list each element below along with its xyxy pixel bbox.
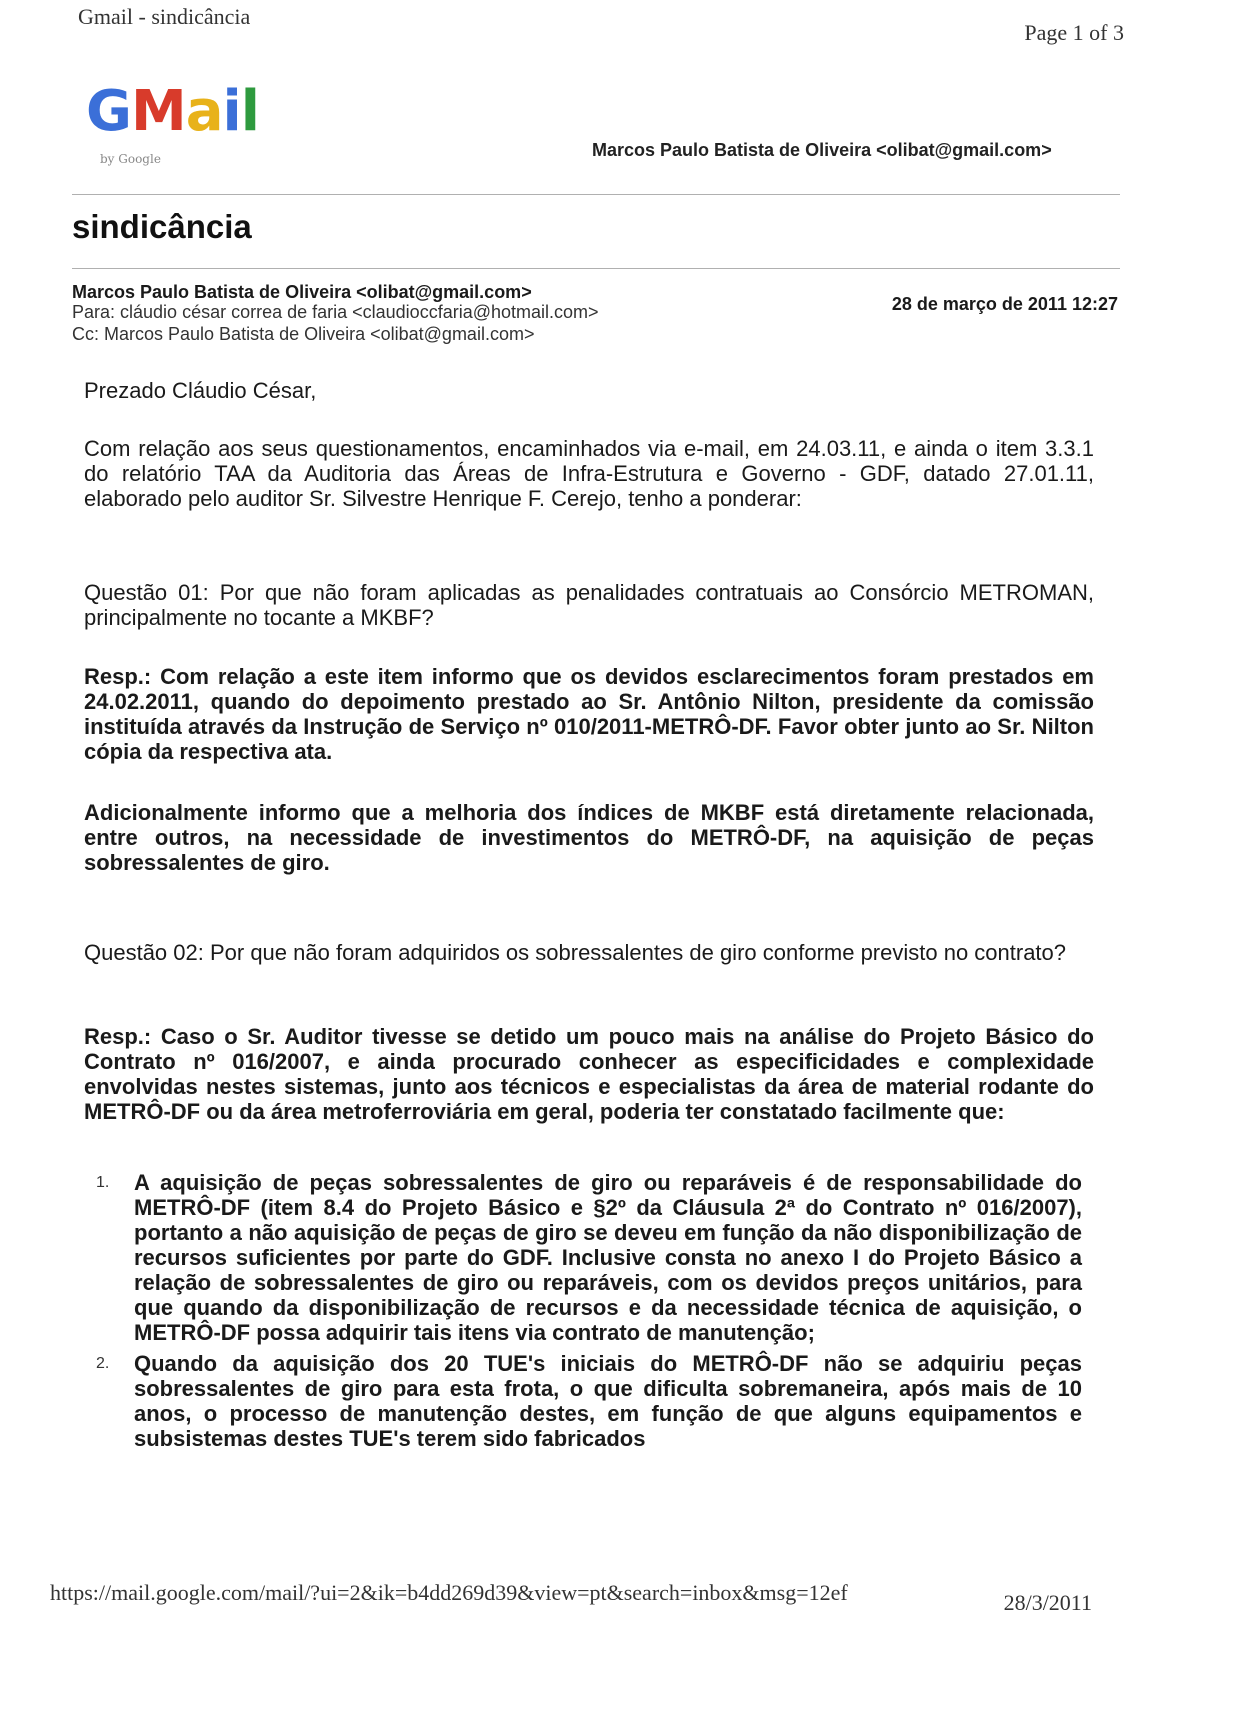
- logo-letter-a: a: [185, 79, 223, 144]
- logo-letter-m: M: [130, 79, 186, 144]
- response-1-addendum: Adicionalmente informo que a melhoria dos índices de MKBF está diretamente relacionada, entre outros, na necessidade de investimentos do METRÔ-DF, na aquisição de peças sobressalentes de giro.: [84, 800, 1094, 875]
- response-2-list: [96, 1170, 1082, 1457]
- gmail-logo-wordmark: [86, 79, 286, 144]
- email-date: 28 de março de 2011 12:27: [891, 294, 1118, 314]
- logo-letter-l: l: [240, 79, 259, 144]
- list-item-number: 1.: [96, 1174, 110, 1191]
- email-to: Para: cláudio césar correa de faria <claudioccfaria@hotmail.com>: [72, 302, 599, 322]
- response-2: Resp.: Caso o Sr. Auditor tivesse se detido um pouco mais na análise do Projeto Básico do Contrato nº 016/2007, e ainda procurado conhecer as especificidades e complexidade envolvidas nestes sistemas, junto aos técnicos e especialistas da área de material rodante do METRÔ-DF ou da área metroferroviária em geral, poderia ter constatado facilmente que:: [84, 1024, 1094, 1124]
- list-item: [96, 1351, 1082, 1451]
- intro-paragraph: Com relação aos seus questionamentos, encaminhados via e-mail, em 24.03.11, e ainda o item 3.3.1 do relatório TAA da Auditoria das Áreas de Infra-Estrutura e Governo - GDF, datado 27.01.11, elaborado pelo auditor Sr. Silvestre Henrique F. Cerejo, tenho a ponderar:: [84, 436, 1094, 511]
- logo-by-google: by Google: [100, 152, 161, 166]
- account-name: Marcos Paulo Batista de Oliveira <olibat@gmail.com>: [592, 140, 1052, 160]
- question-1: Questão 01: Por que não foram aplicadas as penalidades contratuais ao Consórcio METROMAN, principalmente no tocante a MKBF?: [84, 580, 1094, 630]
- list-item: [96, 1170, 1082, 1345]
- list-item-text: A aquisição de peças sobressalentes de giro ou reparáveis é de responsabilidade do METRÔ-DF (item 8.4 do Projeto Básico e §2º da Cláusula 2ª do Contrato nº 016/2007), portanto a não aquisição de peças de giro se deveu em função da não disponibilização de recursos suficientes por parte do GDF. Inclusive consta no anexo I do Projeto Básico a relação de sobressalentes de giro ou reparáveis, com os devidos preços unitários, para que quando da disponibilização de recursos e da necessidade técnica de aquisição, o METRÔ-DF possa adquirir tais itens via contrato de manutenção;: [134, 1170, 1082, 1345]
- logo-letter-i: i: [222, 79, 241, 144]
- print-header-title: Gmail - sindicância: [78, 4, 251, 29]
- email-subject: sindicância: [72, 208, 252, 245]
- email-from: Marcos Paulo Batista de Oliveira <olibat@gmail.com>: [72, 282, 532, 302]
- response-1: Resp.: Com relação a este item informo que os devidos esclarecimentos foram prestados em 24.02.2011, quando do depoimento prestado ao Sr. Antônio Nilton, presidente da comissão instituída através da Instrução de Serviço nº 010/2011-METRÔ-DF. Favor obter junto ao Sr. Nilton cópia da respectiva ata.: [84, 664, 1094, 764]
- page-number: Page 1 of 3: [1024, 20, 1124, 45]
- divider: [72, 194, 1120, 195]
- email-cc: Cc: Marcos Paulo Batista de Oliveira <olibat@gmail.com>: [72, 324, 535, 344]
- list-item-text: Quando da aquisição dos 20 TUE's iniciais do METRÔ-DF não se adquiriu peças sobressalentes de giro para esta frota, o que dificulta sobremaneira, após mais de 10 anos, o processo de manutenção destes, em função de que alguns equipamentos e subsistemas destes TUE's terem sido fabricados: [134, 1351, 1082, 1451]
- list-item-number: 2.: [96, 1355, 110, 1372]
- question-2: Questão 02: Por que não foram adquiridos os sobressalentes de giro conforme previsto no contrato?: [84, 940, 1067, 965]
- logo-letter-g: G: [86, 79, 131, 144]
- greeting: Prezado Cláudio César,: [84, 378, 317, 403]
- divider: [72, 268, 1120, 269]
- gmail-logo: [86, 79, 286, 174]
- print-footer-date: 28/3/2011: [1003, 1590, 1092, 1615]
- print-footer-url: https://mail.google.com/mail/?ui=2&ik=b4dd269d39&view=pt&search=inbox&msg=12ef: [50, 1580, 848, 1605]
